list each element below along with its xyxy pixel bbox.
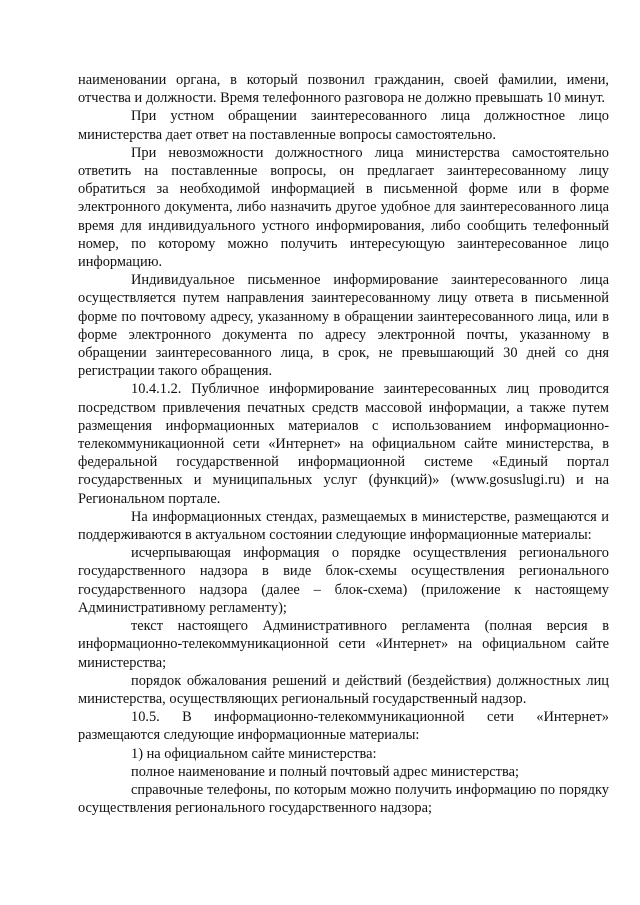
paragraph-section-10-5: 10.5. В информационно-телекоммуникационной сети «Интернет» размещаются следующие информационные материалы: (78, 709, 609, 744)
paragraph-info-stands: На информационных стендах, размещаемых в министерстве, размещаются и поддерживаются в актуальном состоянии следующие информационные материалы: (78, 508, 609, 544)
paragraph-public-informing: 10.4.1.2. Публичное информирование заинтересованных лиц проводится посредством привлечения печатных средств массовой информации, а также путем размещения информационных материалов с использованием информационно-телекоммуникационной сети «Интернет» на официальном сайте министерства, в федеральной государственной информационной системе «Единый портал государственных и муниципальных услуг (функций)» (www.gosuslugi.ru) и на Региональном портале. (78, 381, 609, 507)
paragraph-reference-phones: справочные телефоны, по которым можно получить информацию по порядку осуществления регионального государственного надзора; (78, 781, 609, 817)
paragraph-oral-answer: При устном обращении заинтересованного лица должностное лицо министерства дает ответ на поставленные вопросы самостоятельно. (78, 108, 609, 143)
paragraph-continuation: наименовании органа, в который позвонил гражданин, своей фамилии, имени, отчества и должности. Время телефонного разговора не должно превышать 10 минут. (78, 72, 609, 107)
paragraph-full-name-address: полное наименование и полный почтовый адрес министерства; (131, 763, 519, 780)
paragraph-inability-to-answer: При невозможности должностного лица министерства самостоятельно ответить на поставленные вопросы, он предлагает заинтересованному лицу обратиться за необходимой информацией в письменной форме или в форме электронного документа, либо назначить другое удобное для заинтересованного лица время для индивидуального устного информирования, либо сообщить телефонный номер, по которому можно получить интересующую заинтересованное лицо информацию. (78, 144, 609, 271)
paragraph-regulation-text: текст настоящего Административного регламента (полная версия в информационно-телекоммуникационной сети «Интернет» на официальном сайте министерства; (78, 618, 609, 671)
paragraph-official-site: 1) на официальном сайте министерства: (131, 745, 377, 762)
paragraph-written-informing: Индивидуальное письменное информирование заинтересованного лица осуществляется путем направления заинтересованному лицу ответа в письменной форме по почтовому адресу, указанному в обращении заинтересованного лица, или в форме электронного документа по адресу электронной почты, указанному в обращении заинтересованного лица, в срок, не превышающий 30 дней со дня регистрации такого обращения. (78, 272, 609, 380)
paragraph-flowchart-info: исчерпывающая информация о порядке осуществления регионального государственного надзора в виде блок-схемы осуществления регионального государственного надзора (далее – блок-схема) (приложение к настоящему Административному регламенту); (78, 545, 609, 616)
paragraph-appeal-procedure: порядок обжалования решений и действий (бездействия) должностных лиц министерства, осуществляющих региональный государственный надзор. (78, 672, 609, 707)
